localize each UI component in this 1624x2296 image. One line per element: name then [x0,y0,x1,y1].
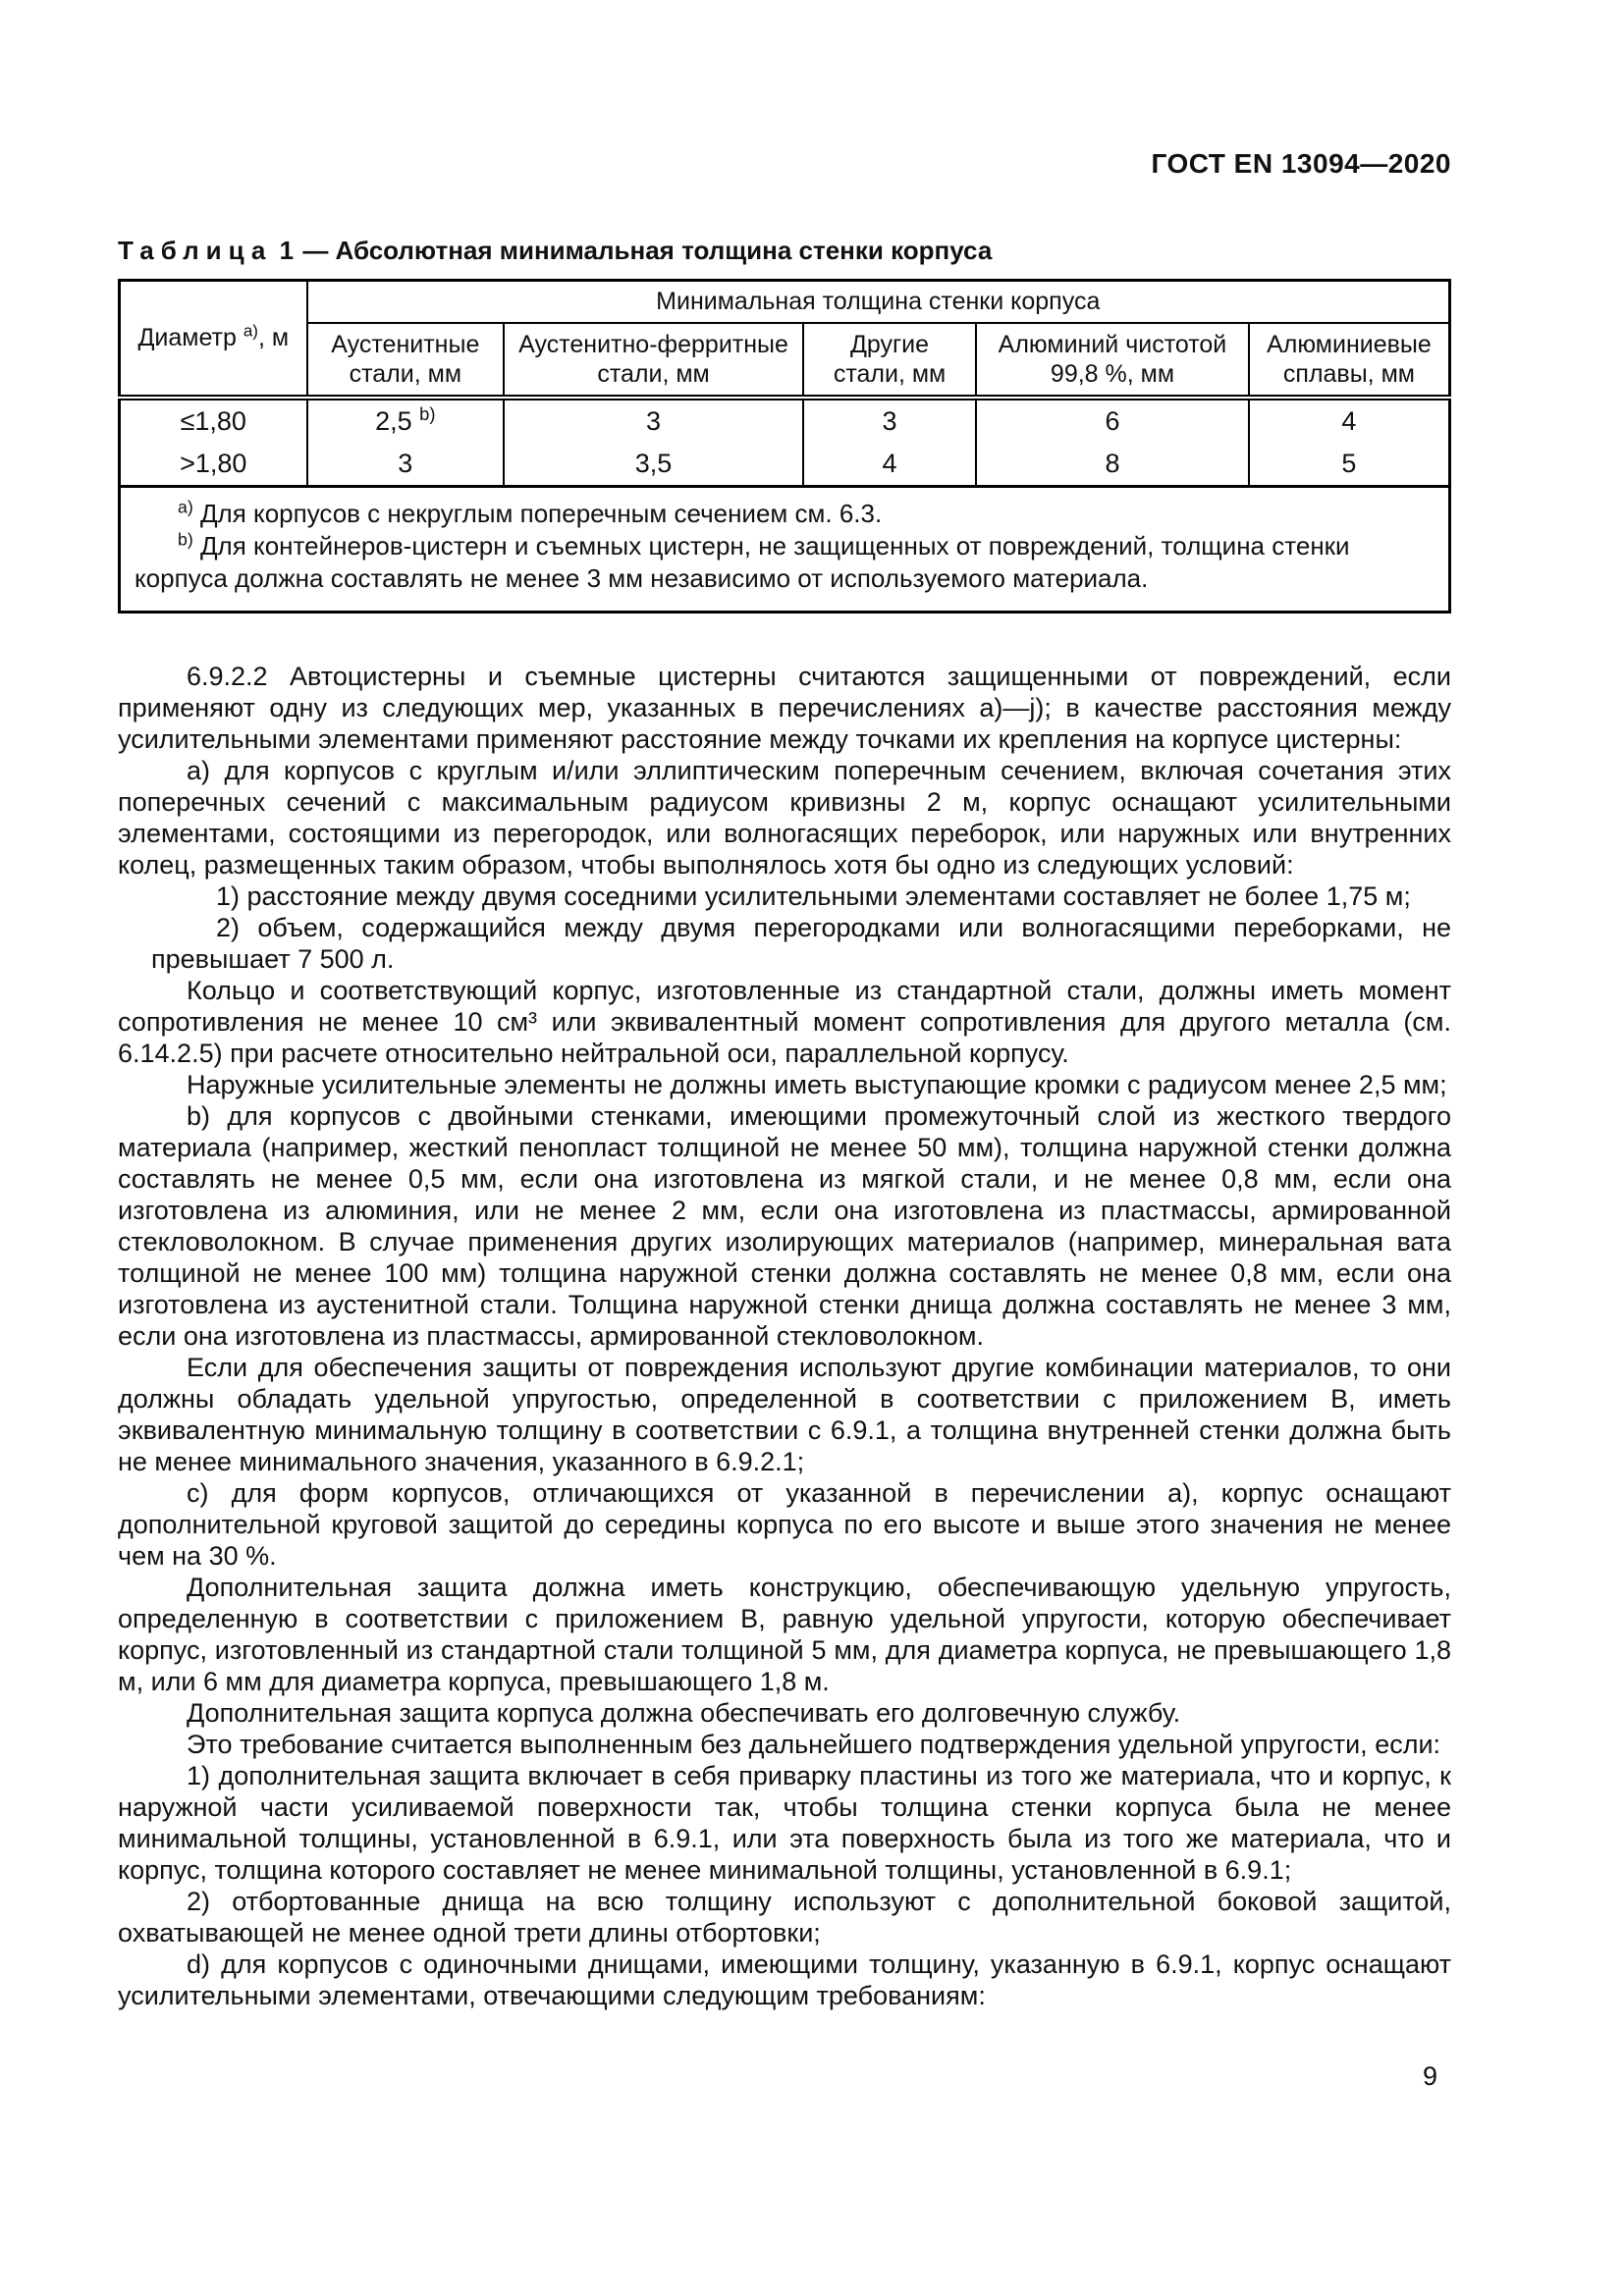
cell-diameter: >1,80 [120,443,307,487]
min-wall-thickness-table [118,279,1451,614]
table-caption-title: Абсолютная минимальная толщина стенки корпуса [335,236,993,265]
paragraph-ring-requirement: Кольцо и соответствующий корпус, изготовленные из стандартной стали, должны иметь момент сопротивления не менее 10 см³ или эквивалентный момент сопротивления для другого металла (см. 6.14.2.5) при расчете относительно нейтральной оси, параллельной корпусу. [118,976,1451,1068]
column-group-header: Минимальная толщина стенки корпуса [307,281,1450,324]
paragraph-condition-2: 2) отбортованные днища на всю толщину используют с дополнительной боковой защитой, охватывающей не менее одной трети длины отбортовки; [118,1887,1451,1948]
paragraph-item-a: a) для корпусов с круглым и/или эллиптическим поперечным сечением, включая сочетания этих поперечных сечений с максимальным радиусом кривизны 2 м, корпус оснащают усилительными элементами, состоящими из перегородок, или волногасящих переборок, или наружных или внутренних колец, размещенных таким образом, чтобы выполнялось хотя бы одно из следующих условий: [118,756,1451,880]
cell-value: 6 [976,398,1249,443]
footnote-a-marker: а) [178,497,193,517]
table-row [120,443,1450,487]
paragraph-external-elements: Наружные усилительные элементы не должны иметь выступающие кромки с радиусом менее 2,5 мм; [187,1070,1447,1099]
cell-diameter: ≤1,80 [120,398,307,443]
column-header-austenitic-steel: Аустенитные стали, мм [307,323,505,398]
column-header-other-steel: Другие стали, мм [803,323,976,398]
page-number: 9 [1422,2061,1437,2091]
table-footnote-b [135,530,1435,595]
table-caption-dash: — [302,236,329,265]
cell-footnote-marker: b) [419,403,436,424]
column-header-aluminium-alloys: Алюминиевые сплавы, мм [1249,323,1450,398]
cell-value: 5 [1249,443,1450,487]
paragraph-additional-protection-design: Дополнительная защита должна иметь конструкцию, обеспечивающую удельную упругость, определенную в соответствии с приложением В, равную удельной упругости, которую обеспечивает корпус, изготовленный из стандартной стали толщиной 5 мм, для диаметра корпуса, не превышающего 1,8 м, или 6 мм для диаметра корпуса, превышающего 1,8 м. [118,1573,1451,1696]
cell-value: 8 [976,443,1249,487]
cell-value: 3,5 [504,443,803,487]
table-header-row-materials [120,323,1450,398]
cell-value-text: 2,5 [375,406,412,436]
table-caption [118,236,1451,265]
table-caption-label: Таблица [118,236,273,265]
diameter-unit: , м [257,324,290,351]
paragraph-protection-durability: Дополнительная защита корпуса должна обеспечивать его долговечную службу. [187,1698,1181,1728]
paragraph-item-d: d) для корпусов с одиночными днищами, имеющими толщину, указанную в 6.9.1, корпус оснащают усилительными элементами, отвечающими следующим требованиям: [118,1949,1451,2010]
diameter-footnote-marker: а) [243,321,258,341]
paragraph-condition-1: 1) дополнительная защита включает в себя приварку пластины из того же материала, что и корпус, к наружной части усиливаемой поверхности так, чтобы толщина стенки корпуса была не менее минимальной толщины, установленной в 6.9.1, или эта поверхность была из того же материала, что и корпус, толщина которого составляет не менее минимальной толщины, установленной в 6.9.1; [118,1761,1451,1885]
cell-value [307,398,505,443]
column-header-diameter [120,281,307,399]
table-row [120,398,1450,443]
footnote-a-text: Для корпусов с некруглым поперечным сечением см. 6.3. [192,499,883,528]
paragraph-item-b: b) для корпусов с двойными стенками, имеющими промежуточный слой из жесткого твердого материала (например, жесткий пенопласт толщиной не менее 50 мм), толщина наружной стенки должна составлять не менее 0,5 мм, если она изготовлена из мягкой стали, и не менее 0,8 мм, если она изготовлена из алюминия, или не менее 2 мм, если она изготовлена из пластмассы, армированной стекловолокном. В случае применения других изолирующих материалов (например, минеральная вата толщиной не менее 100 мм) толщина наружной стенки должна составлять не менее 0,8 мм, если она изготовлена из аустенитной стали. Толщина наружной стенки днища должна составлять не менее 3 мм, если она изготовлена из пластмассы, армированной стекловолокном. [118,1101,1451,1351]
table-footnote-a [135,498,1435,530]
cell-value: 3 [803,398,976,443]
table-header-row-group [120,281,1450,324]
cell-value: 4 [1249,398,1450,443]
paragraph-item-a-2: 2) объем, содержащийся между двумя перегородками или волногасящими переборками, не превышает 7 500 л. [151,913,1451,974]
footnote-b-marker: b) [178,529,193,550]
diameter-label: Диаметр [137,324,237,351]
body-text [118,661,1451,2011]
column-header-austenitic-ferritic-steel: Аустенитно-ферритные стали, мм [504,323,803,398]
paragraph-other-materials: Если для обеспечения защиты от повреждения используют другие комбинации материалов, то они должны обладать удельной упругостью, определенной в соответствии с приложением В, иметь эквивалентную минимальную толщину в соответствии с 6.9.1, а толщина внутренней стенки должна быть не менее минимального значения, указанного в 6.9.2.1; [118,1353,1451,1476]
paragraph-item-c: c) для форм корпусов, отличающихся от указанной в перечислении a), корпус оснащают дополнительной круговой защитой до середины корпуса по его высоте и выше этого значения не менее чем на 30 %. [118,1478,1451,1571]
cell-value: 3 [504,398,803,443]
standard-number-header: ГОСТ EN 13094—2020 [1151,148,1451,179]
cell-value: 3 [307,443,505,487]
footnote-b-text: Для контейнеров-цистерн и съемных цистерн, не защищенных от повреждений, толщина стенки корпуса должна составлять не менее 3 мм независимо от используемого материала. [135,531,1350,593]
table-caption-number: 1 [279,236,297,265]
table-footnotes-cell [120,487,1450,613]
table-footnotes [120,487,1450,613]
paragraph-requirement-fulfilled: Это требование считается выполненным без дальнейшего подтверждения удельной упругости, если: [187,1730,1441,1759]
paragraph-6-9-2-2: 6.9.2.2 Автоцистерны и съемные цистерны считаются защищенными от повреждений, если применяют одну из следующих мер, указанных в перечислениях a)—j); в качестве расстояния между усилительными элементами применяют расстояние между точками их крепления на корпусе цистерны: [118,662,1451,754]
cell-value: 4 [803,443,976,487]
paragraph-item-a-1: 1) расстояние между двумя соседними усилительными элементами составляет не более 1,75 м; [216,881,1411,911]
column-header-aluminium-pure: Алюминий чистотой 99,8 %, мм [976,323,1249,398]
